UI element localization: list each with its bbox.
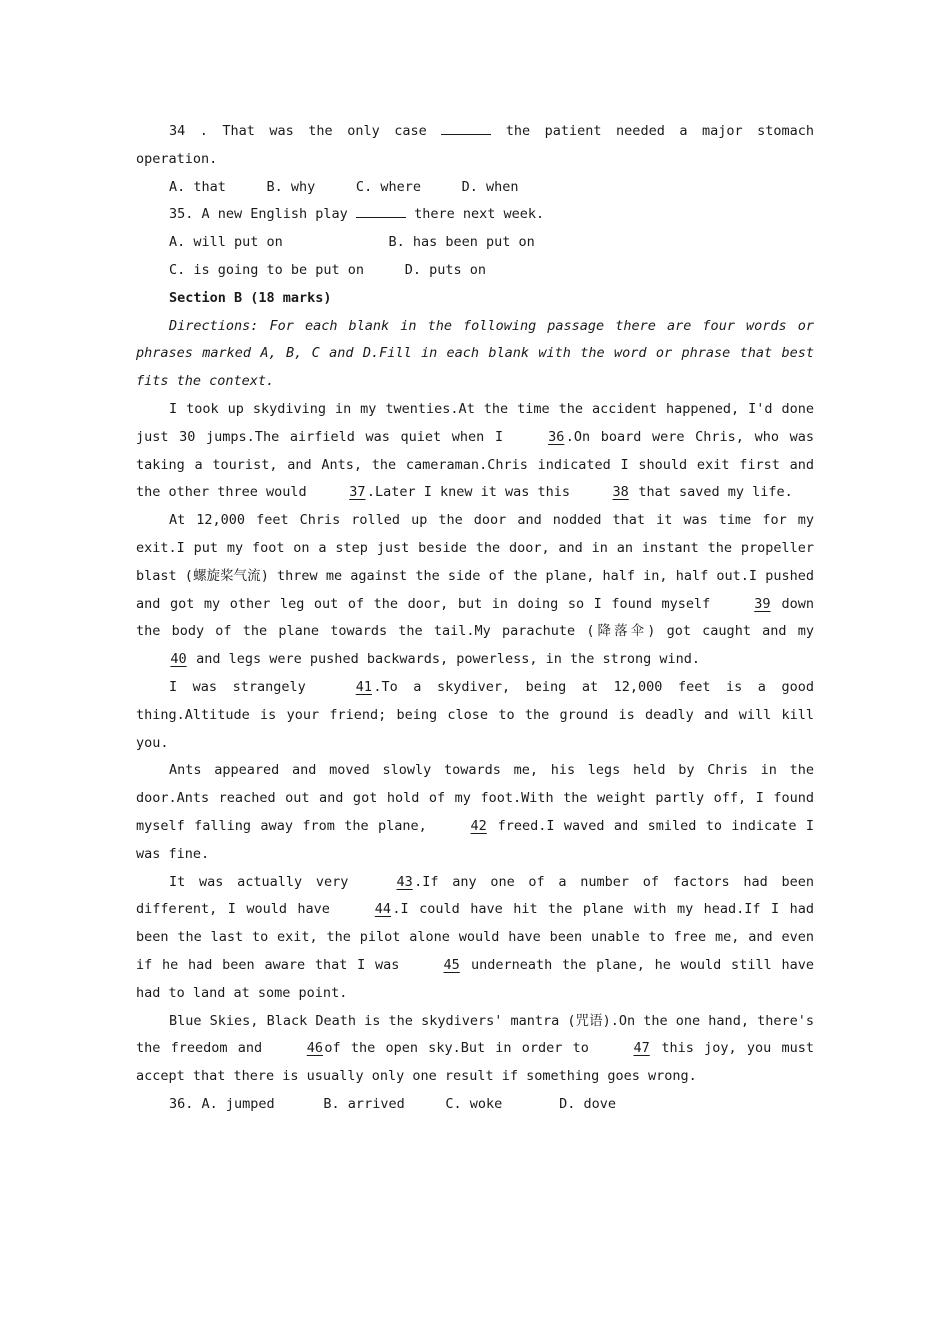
passage-text: .Later I knew it was this	[366, 484, 571, 501]
passage-text: down the body of the plane towards the tail.My parachute (降落伞) got caught and my	[136, 595, 814, 640]
blank-36: 36	[548, 428, 565, 445]
q36-options: 36. A. jumped B. arrived C. woke D. dove	[169, 1095, 617, 1112]
q35-stem-start: 35. A new English play	[169, 206, 348, 223]
passage-text: of the open sky.But in order to	[324, 1040, 589, 1057]
question-35	[136, 201, 814, 229]
passage-paragraph-1	[136, 396, 814, 507]
passage-text: this joy, you must accept that there is usually only one result if something goes wrong.	[136, 1040, 814, 1085]
blank-38: 38	[612, 484, 629, 501]
passage-text: I took up skydiving in my twenties.At the time the accident happened, I'd done just 30 jumps.The airfield was quiet when I	[136, 400, 814, 445]
passage-text: Ants appeared and moved slowly towards me, his legs held by Chris in the door.Ants reached out and got hold of my foot.With the weight partly off, I found myself falling away from the plane,	[136, 762, 814, 834]
section-b-heading: Section B (18 marks)	[169, 289, 332, 306]
q34-options: A. that B. why C. where D. when	[169, 178, 519, 195]
blank-40: 40	[170, 651, 187, 668]
passage-text: I was strangely	[169, 678, 306, 695]
document-page	[136, 118, 814, 1119]
q35-options-2: C. is going to be put on D. puts on	[169, 261, 486, 278]
q34-stem-end: the patient needed a major stomach	[505, 123, 814, 139]
question-34	[136, 118, 814, 174]
passage-text: .If any one of a number of factors had been different, I would have	[136, 873, 814, 918]
q34-blank	[441, 120, 491, 135]
passage-paragraph-3	[136, 674, 814, 757]
passage-text: It was actually very	[169, 873, 349, 890]
blank-42: 42	[470, 817, 487, 834]
passage-paragraph-2	[136, 507, 814, 674]
passage-text: that saved my life.	[638, 484, 793, 501]
passage-text: At 12,000 feet Chris rolled up the door and nodded that it was time for my exit.I put my foot on a step just beside the door, and in an instant the propeller blast (螺旋桨气流) threw me against the side of the plane, half in, half out.I pushed and got my other leg out of the door, but in doing so I found myself	[136, 512, 814, 612]
q34-stem-tail: operation.	[136, 150, 218, 167]
passage-text: Blue Skies, Black Death is the skydivers' mantra (咒语).On the one hand, there's the freedom and	[136, 1012, 814, 1057]
q34-stem-start: 34 . That was the only case	[169, 123, 427, 139]
q35-options-1: A. will put on B. has been put on	[169, 234, 535, 251]
blank-43: 43	[396, 873, 413, 890]
passage-text: .On board were Chris, who was taking a tourist, and Ants, the cameraman.Chris indicated I should exit first and the other three would	[136, 428, 814, 501]
blank-46: 46	[306, 1040, 323, 1057]
passage-paragraph-4	[136, 757, 814, 868]
q35-stem-end: there next week.	[414, 206, 545, 223]
passage-text: freed.I waved and smiled to indicate I was fine.	[136, 817, 814, 862]
blank-44: 44	[374, 901, 392, 918]
blank-41: 41	[355, 678, 372, 695]
blank-47: 47	[633, 1040, 650, 1057]
passage-text: underneath the plane, he would still have had to land at some point.	[136, 956, 814, 1001]
blank-39: 39	[754, 595, 771, 612]
passage-text: and legs were pushed backwards, powerless, in the strong wind.	[196, 651, 701, 668]
passage-paragraph-6	[136, 1008, 814, 1091]
passage-text: .I could have hit the plane with my head.If I had been the last to exit, the pilot alone would have been unable to free me, and even if he had been aware that I was	[136, 901, 814, 973]
passage-paragraph-5	[136, 869, 814, 1008]
blank-37: 37	[349, 484, 366, 501]
section-b-directions: Directions: For each blank in the following passage there are four words or phrases marked A, B, C and D.Fill in each blank with the word or phrase that best fits the context.	[136, 317, 814, 390]
passage-text: .To a skydiver, being at 12,000 feet is a good thing.Altitude is your friend; being close to the ground is deadly and will kill you.	[136, 678, 814, 751]
blank-45: 45	[443, 956, 460, 973]
q35-blank	[356, 203, 406, 218]
